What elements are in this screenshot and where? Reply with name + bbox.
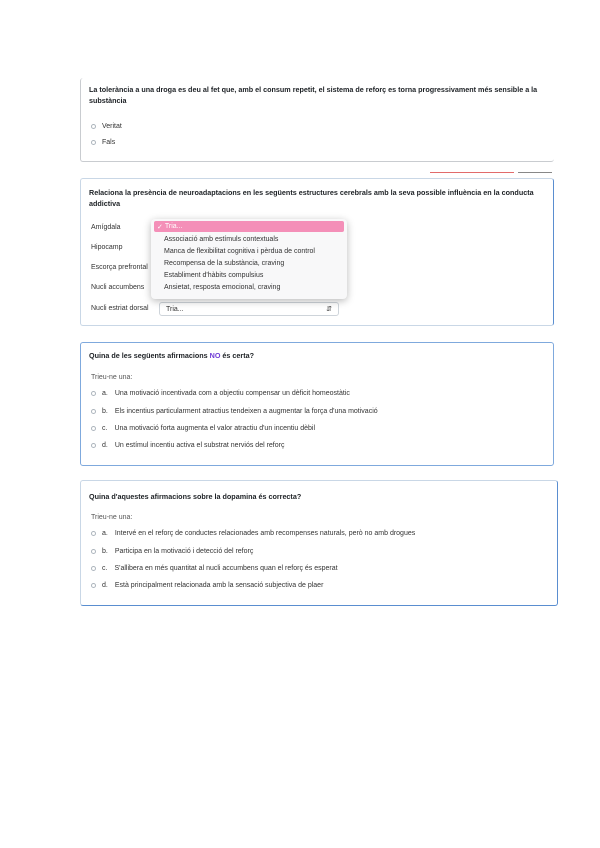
question-text: Relaciona la presència de neuroadaptacions en les següents estructures cerebrals amb la seva possible influència en la conducta addictiva — [89, 188, 534, 208]
option-d[interactable] — [91, 442, 284, 449]
radio-icon[interactable] — [91, 140, 96, 145]
chevron-down-icon: ⇵ — [326, 306, 332, 313]
match-row-label: Amígdala — [91, 224, 121, 231]
question-card-4 — [80, 480, 558, 606]
radio-icon[interactable] — [91, 531, 96, 536]
radio-icon[interactable] — [91, 409, 96, 414]
question-text: Quina d'aquestes afirmacions sobre la dopamina és correcta? — [89, 492, 302, 501]
dropdown-option-label: Tria... — [164, 223, 183, 230]
radio-icon[interactable] — [91, 391, 96, 396]
option-label: Un estímul incentiu activa el substrat nerviós del reforç — [114, 442, 285, 449]
question-card-3 — [80, 342, 554, 466]
radio-icon[interactable] — [91, 583, 96, 588]
radio-icon[interactable] — [91, 549, 96, 554]
question-text: La tolerància a una droga es deu al fet que, amb el consum repetit, el sistema de reforç es torna progressivament més sensible a la substància — [89, 85, 538, 105]
option-b[interactable] — [91, 408, 378, 415]
option-label: Participa en la motivació i detecció del reforç — [114, 548, 254, 555]
option-d[interactable] — [91, 582, 323, 589]
match-row-label: Escorça prefrontal — [91, 264, 148, 271]
dropdown-option[interactable]: Recompensa de la substància, craving — [164, 260, 285, 267]
option-a[interactable] — [91, 390, 350, 397]
option-letter: d. — [102, 442, 108, 449]
option-letter: a. — [102, 530, 108, 537]
option-b[interactable] — [91, 548, 253, 555]
option-letter: b. — [102, 408, 108, 415]
option-false[interactable] — [91, 139, 115, 146]
question-card-1 — [80, 78, 554, 162]
option-label: Està principalment relacionada amb la sensació subjectiva de plaer — [114, 582, 324, 589]
option-letter: a. — [102, 390, 108, 397]
question-text-part: és certa? — [220, 351, 254, 360]
option-letter: b. — [102, 548, 108, 555]
option-label: Els incentius particularment atractius tendeixen a augmentar la força d'una motivació — [114, 408, 378, 415]
option-letter: c. — [102, 425, 108, 432]
dropdown-option[interactable]: Associació amb estímuls contextuals — [164, 236, 279, 243]
option-label: S'allibera en més quantitat al nucli accumbens quan el reforç és esperat — [114, 565, 338, 572]
radio-icon[interactable] — [91, 124, 96, 129]
option-label: Intervé en el reforç de conductes relacionades amb recompenses naturals, però no amb drogues — [114, 530, 416, 537]
match-row-label: Hipocamp — [91, 244, 123, 251]
select-dropdown[interactable] — [151, 219, 347, 299]
option-letter: c. — [102, 565, 108, 572]
divider-line — [518, 172, 552, 173]
option-label: Una motivació incentivada com a objectiu compensar un dèficit homeostàtic — [114, 390, 350, 397]
dropdown-selected-option[interactable] — [154, 221, 344, 232]
option-label: Una motivació forta augmenta el valor atractiu d'un incentiu dèbil — [114, 425, 316, 432]
option-letter: d. — [102, 582, 108, 589]
option-a[interactable] — [91, 530, 415, 537]
option-label: Veritat — [102, 123, 122, 130]
question-text-part: Quina de les següents afirmacions — [89, 351, 210, 360]
check-icon: ✓ — [157, 223, 163, 231]
dropdown-option[interactable]: Ansietat, resposta emocional, craving — [164, 284, 281, 291]
match-select[interactable] — [159, 302, 339, 316]
radio-icon[interactable] — [91, 426, 96, 431]
choose-one-prompt: Trieu-ne una: — [91, 374, 133, 381]
dropdown-option[interactable]: Manca de flexibilitat cognitiva i pèrdua de control — [164, 248, 315, 255]
choose-one-prompt: Trieu-ne una: — [91, 514, 133, 521]
match-row-label: Nucli estriat dorsal — [91, 305, 149, 312]
dropdown-option[interactable]: Establiment d'hàbits compulsius — [164, 272, 264, 279]
option-c[interactable] — [91, 425, 315, 432]
question-highlight: NO — [209, 351, 221, 360]
match-row-label: Nucli accumbens — [91, 284, 145, 291]
radio-icon[interactable] — [91, 443, 96, 448]
option-label: Fals — [102, 139, 116, 146]
radio-icon[interactable] — [91, 566, 96, 571]
divider-line — [430, 172, 514, 173]
select-value: Tria... — [166, 305, 184, 313]
option-c[interactable] — [91, 565, 338, 572]
question-text — [89, 350, 543, 361]
option-true[interactable] — [91, 123, 122, 130]
